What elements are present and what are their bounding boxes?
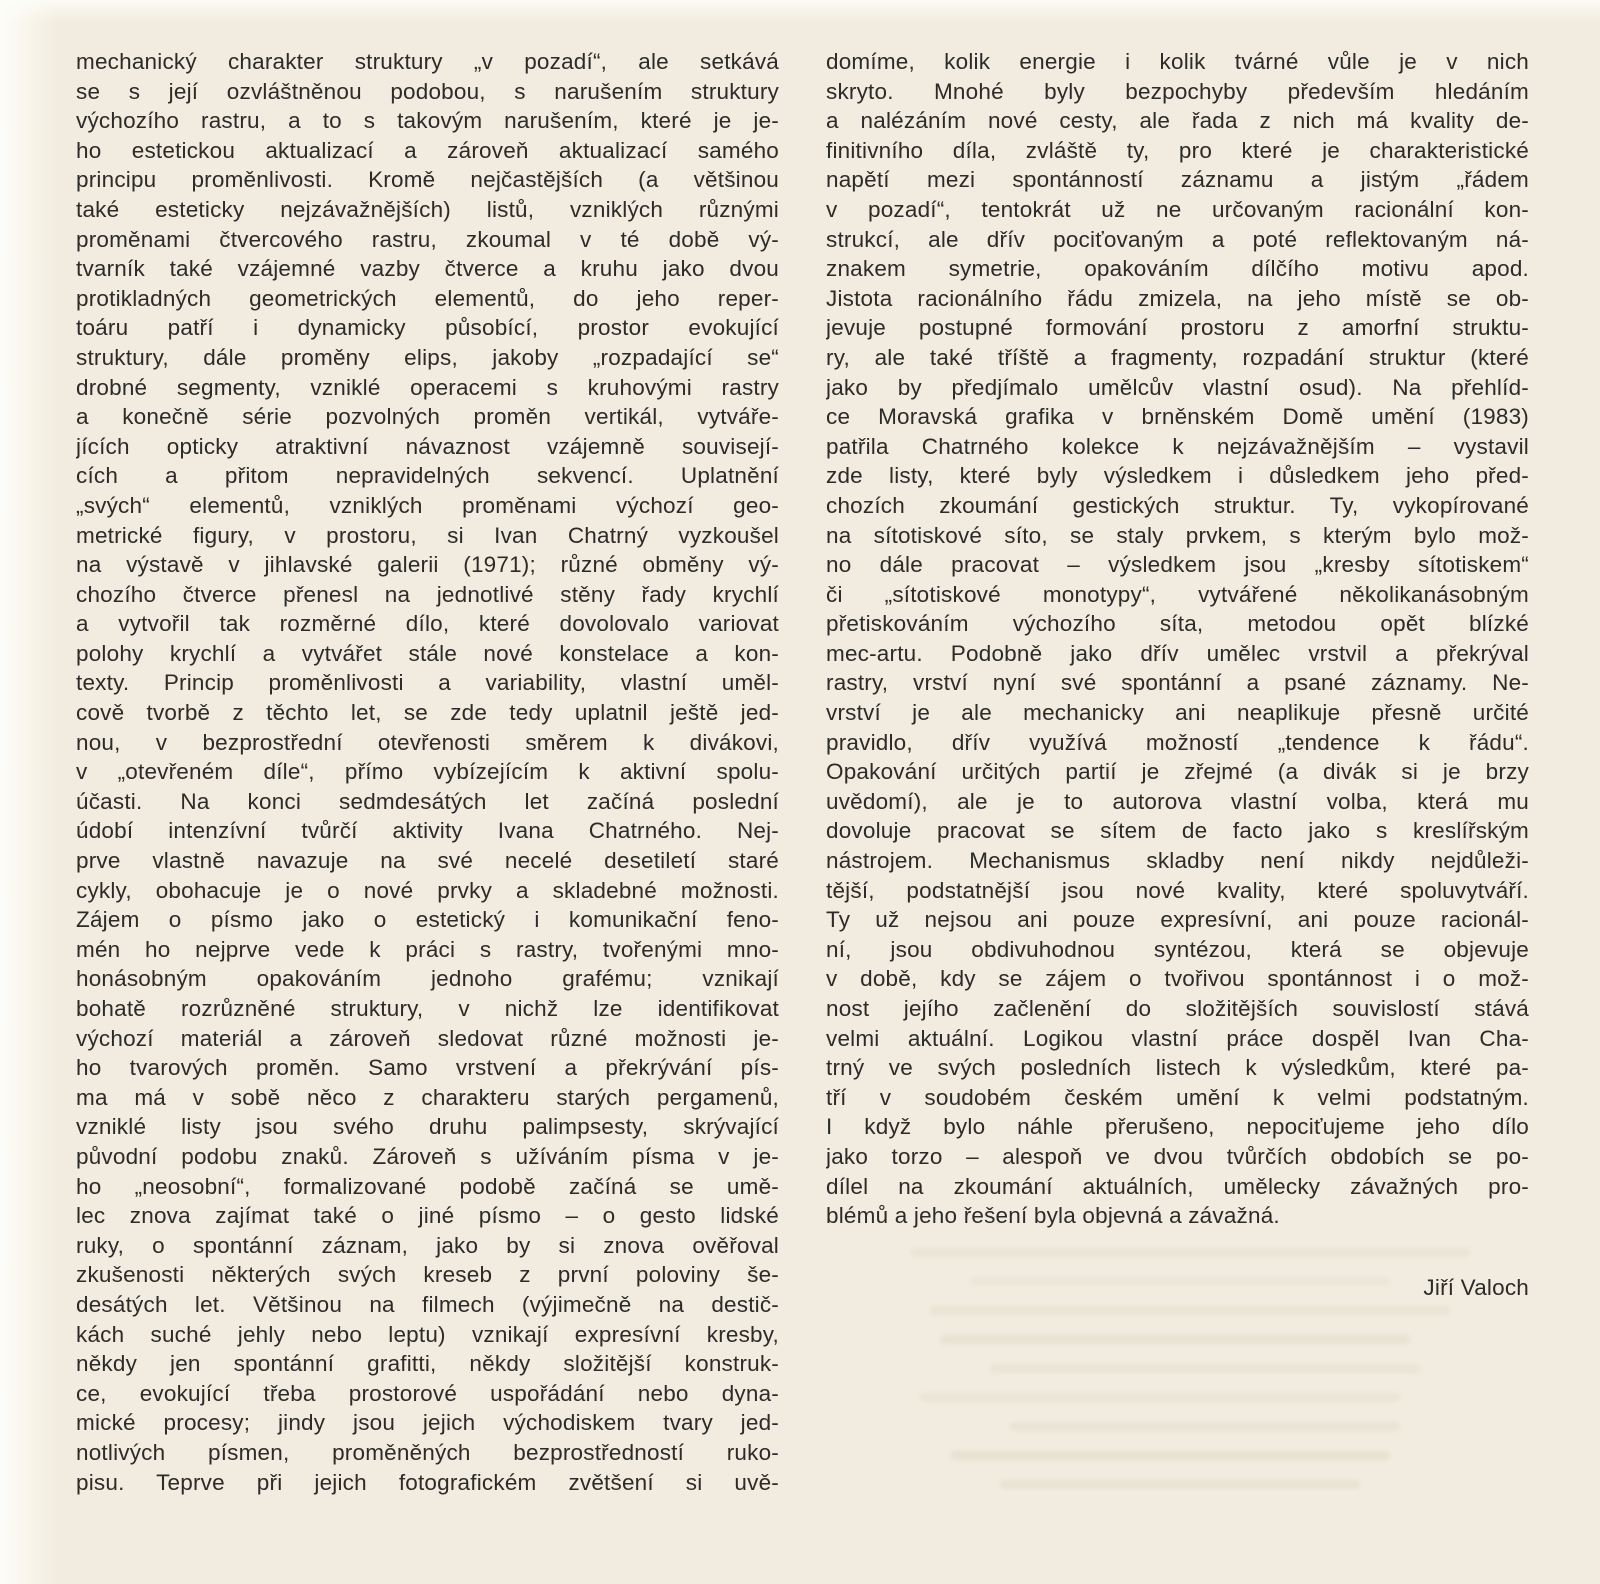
text-line: vzniklé listy jsou svého druhu palimpsesty, skrývající — [76, 1114, 779, 1140]
text-line: chozích zkoumání gestických struktur. Ty, vykopírované — [826, 492, 1529, 518]
text-line: v „otevřeném díle“, přímo vybízejícím k aktivní spolu- — [76, 759, 779, 785]
text-line: tější, podstatnější jsou nové kvality, které spoluvytváří. — [826, 877, 1529, 903]
text-line: nástrojem. Mechanismus skladby není nikdy nejdůleži- — [826, 848, 1529, 874]
text-line: uvědomí), ale je to autorova vlastní volba, která mu — [826, 788, 1529, 814]
text-line: v době, kdy se zájem o tvořivou spontánnost i o mož- — [826, 966, 1529, 992]
text-line: přetiskováním výchozího síta, metodou opět blízké — [826, 611, 1529, 637]
text-line: mén ho nejprve vede k práci s rastry, tvořenými mno- — [76, 936, 779, 962]
text-line: výchozí materiál a zároveň sledovat různé možnosti je- — [76, 1025, 779, 1051]
text-line: tvarník také vzájemné vazby čtverce a kruhu jako dvou — [76, 256, 779, 282]
text-line: ce, evokující třeba prostorové uspořádání nebo dyna- — [76, 1380, 779, 1406]
text-line: ho tvarových proměn. Samo vrstvení a překrývání pís- — [76, 1055, 779, 1081]
text-line: nost jejího začlenění do složitějších souvislostí stává — [826, 996, 1529, 1021]
text-line: údobí intenzívní tvůrčí aktivity Ivana Chatrného. Nej- — [76, 818, 779, 844]
text-line: ho „neosobní“, formalizované podobě začíná se umě- — [76, 1173, 779, 1199]
text-line: blémů a jeho řešení byla objevná a závažná. — [826, 1203, 1280, 1229]
text-line: Jistota racionálního řádu zmizela, na jeho místě se ob- — [826, 285, 1529, 311]
text-line: na výstavě v jihlavské galerii (1971); různé obměny vý- — [76, 552, 779, 578]
text-line: v pozadí“, tentokrát už ne určovaným racionální kon- — [826, 196, 1529, 222]
text-line: jevuje postupné formování prostoru z amorfní struktu- — [826, 315, 1529, 341]
text-line: tří v soudobém českém umění k velmi podstatným. — [826, 1084, 1529, 1110]
text-line: cykly, obohacuje je o nové prvky a skladebné možnosti. — [76, 877, 779, 903]
text-line: chozího čtverce přenesl na jednotlivé stěny řady krychlí — [76, 581, 779, 607]
text-line: zkušenosti některých svých kreseb z první poloviny še- — [76, 1262, 779, 1288]
text-line: jako torzo – alespoň ve dvou tvůrčích obdobích se po- — [826, 1143, 1529, 1169]
text-line: ní, jsou obdivuhodnou syntézou, která se objevuje — [826, 936, 1529, 962]
text-line: účasti. Na konci sedmdesátých let začíná poslední — [76, 788, 779, 814]
text-line: se s její ozvláštněnou podobou, s narušením struktury — [76, 78, 779, 104]
text-column-left — [76, 47, 779, 1497]
text-line: skryto. Mnohé byly bezpochyby především hledáním — [826, 78, 1529, 104]
text-line: nou, v bezprostřední otevřenosti směrem k divákovi, — [76, 729, 779, 755]
text-line: ruky, o spontánní záznam, jako by si znova ověřoval — [76, 1232, 779, 1258]
text-line: znakem symetrie, opakováním dílčího motivu apod. — [826, 256, 1529, 282]
text-line: mické procesy; jindy jsou jejich východiskem tvary jed- — [76, 1410, 779, 1436]
text-line: někdy jen spontánní grafitti, někdy složitější konstruk- — [76, 1351, 779, 1377]
text-line: dílel na zkoumání aktuálních, umělecky závažných pro- — [826, 1173, 1529, 1199]
text-line: protikladných geometrických elementů, do jeho reper- — [76, 285, 779, 311]
text-line: notlivých písmen, proměněných bezprostředností ruko- — [76, 1439, 779, 1465]
text-line: jících opticky atraktivní návaznost vzájemně souvisejí- — [76, 433, 779, 459]
text-line: a vytvořil tak rozměrné dílo, které dovolovalo variovat — [76, 611, 779, 637]
text-line: ce Moravská grafika v brněnském Domě umění (1983) — [826, 404, 1529, 430]
text-line: také esteticky nejzávažnějších) listů, vzniklých různými — [76, 196, 779, 222]
text-line: metrické figury, v prostoru, si Ivan Chatrný vyzkoušel — [76, 522, 779, 548]
text-line: strukcí, ale dřív pociťovaným a poté reflektovaným ná- — [826, 226, 1529, 252]
text-line: cově tvorbě z těchto let, se zde tedy uplatnil ještě jed- — [76, 700, 779, 726]
text-line: Opakování určitých partií je zřejmé (a divák si je brzy — [826, 759, 1529, 785]
text-line: honásobným opakováním jednoho grafému; vznikají — [76, 966, 779, 992]
text-line: patřila Chatrného kolekce k nejzávažnějším – vystavil — [826, 433, 1529, 459]
text-line: jako by předjímalo umělcův vlastní osud). Na přehlíd- — [826, 374, 1529, 400]
text-line: výchozího rastru, a to s takovým narušením, které je je- — [76, 108, 779, 134]
text-line: vrství je ale mechanicky ani neaplikuje přesně určité — [826, 700, 1529, 726]
text-line: dovoluje pracovat se sítem de facto jako s kreslířským — [826, 818, 1529, 844]
text-line: drobné segmenty, vzniklé operacemi s kruhovými rastry — [76, 374, 779, 400]
text-column-right-lines — [826, 47, 1529, 1231]
text-line: desátých let. Většinou na filmech (výjimečně na destič- — [76, 1291, 779, 1317]
text-line: domíme, kolik energie i kolik tvárné vůle je v nich — [826, 49, 1529, 74]
text-line: polohy krychlí a vytvářet stále nové konstelace a kon- — [76, 640, 779, 666]
text-line: mechanický charakter struktury „v pozadí“, ale setkává — [76, 49, 779, 74]
text-line: texty. Princip proměnlivosti a variability, vlastní uměl- — [76, 670, 779, 696]
text-line: struktury, dále proměny elips, jakoby „rozpadající se“ — [76, 344, 779, 370]
text-line: Ty už nejsou ani pouze expresívní, ani pouze racionál- — [826, 907, 1529, 933]
text-line: pravidlo, dřív využívá možností „tendence k řádu“. — [826, 729, 1529, 755]
text-line: kách suché jehly nebo leptu) vznikají expresívní kresby, — [76, 1321, 779, 1347]
text-line: rastry, vrství nyní své spontánní a psané záznamy. Ne- — [826, 670, 1529, 696]
text-line: či „sítotiskové monotypy“, vytvářené několikanásobným — [826, 581, 1529, 607]
text-line: lec znova zajímat také o jiné písmo – o gesto lidské — [76, 1203, 779, 1229]
text-line: bohatě rozrůzněné struktury, v nichž lze identifikovat — [76, 996, 779, 1021]
text-line: a nalézáním nové cesty, ale řada z nich má kvality de- — [826, 108, 1529, 134]
text-line: původní podobu znaků. Zároveň s užíváním písma v je- — [76, 1143, 779, 1169]
text-line: napětí mezi spontánností záznamu a jistým „řádem — [826, 167, 1529, 193]
text-line: Zájem o písmo jako o estetický i komunikační feno- — [76, 907, 779, 933]
text-line: zde listy, které byly výsledkem i důsledkem jeho před- — [826, 463, 1529, 489]
text-line: „svých“ elementů, vzniklých proměnami výchozí geo- — [76, 492, 779, 518]
text-line: prve vlastně navazuje na své necelé desetiletí staré — [76, 848, 779, 874]
text-line: ma má v sobě něco z charakteru starých pergamenů, — [76, 1084, 779, 1110]
text-line: pisu. Teprve při jejich fotografickém zvětšení si uvě- — [76, 1469, 779, 1495]
text-line: no dále pracovat – výsledkem jsou „kresby sítotiskem“ — [826, 552, 1529, 578]
author-signature: Jiří Valoch — [1423, 1274, 1529, 1300]
text-column-right — [826, 47, 1529, 1497]
text-line: toáru patří i dynamicky působící, prostor evokující — [76, 315, 779, 341]
text-line: na sítotiskové síto, se staly prvkem, s kterým bylo mož- — [826, 522, 1529, 548]
text-line: ho estetickou aktualizací a zároveň aktualizací samého — [76, 137, 779, 163]
text-line: ry, ale také tříště a fragmenty, rozpadání struktur (které — [826, 344, 1529, 370]
text-line: principu proměnlivosti. Kromě nejčastějších (a většinou — [76, 167, 779, 193]
text-line: trný ve svých posledních listech k výsledkům, které pa- — [826, 1055, 1529, 1081]
text-line: I když bylo náhle přerušeno, nepociťujeme jeho dílo — [826, 1114, 1529, 1140]
text-line: mec-artu. Podobně jako dřív umělec vrstvil a překrýval — [826, 640, 1529, 666]
text-line: velmi aktuální. Logikou vlastní práce dospěl Ivan Cha- — [826, 1025, 1529, 1051]
text-line: finitivního díla, zvláště ty, pro které je charakteristické — [826, 137, 1529, 163]
text-line: cích a přitom nepravidelných sekvencí. Uplatnění — [76, 463, 779, 489]
text-line: proměnami čtvercového rastru, zkoumal v té době vý- — [76, 226, 779, 252]
text-line: a konečně série pozvolných proměn vertikál, vytváře- — [76, 404, 779, 430]
